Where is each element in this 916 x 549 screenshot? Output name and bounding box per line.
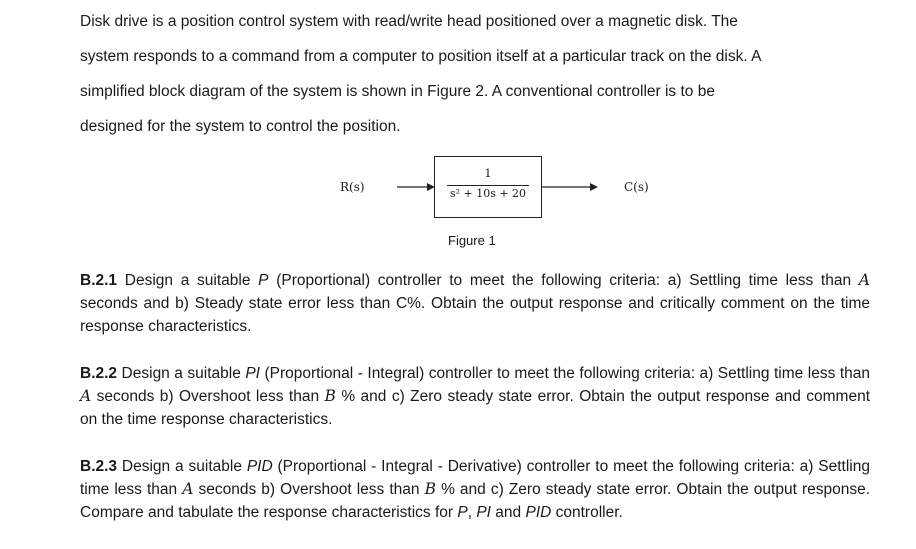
- output-label: C(s): [624, 180, 649, 194]
- input-label: R(s): [340, 180, 365, 194]
- variable-b: B: [324, 387, 336, 405]
- tf-numerator: 1: [484, 167, 492, 180]
- variable-a: A: [80, 387, 92, 405]
- variable-a: A: [858, 271, 870, 289]
- controller-type: PID: [246, 458, 273, 475]
- task-b-2-3: B.2.3 Design a suitable PID (Proportional - Integral - Derivative) controller to meet the following criteria: a) Settling time less than A seconds b) Overshoot less than B % and c) Zero steady state error. Obtain the output response. Compare and tabulate the response characteristics for P, PI and PID controller.: [80, 458, 871, 521]
- output-arrow-head: [590, 183, 598, 191]
- task-id: B.2.2: [80, 365, 118, 382]
- signal-arrows: [0, 0, 916, 260]
- intro-line-3: simplified block diagram of the system is shown in Figure 2. A conventional controller is to be: [80, 83, 715, 100]
- fraction-bar: [447, 185, 529, 186]
- controller-type: PI: [245, 365, 260, 382]
- transfer-function-block: [434, 156, 542, 218]
- task-b-2-1: B.2.1 Design a suitable P (Proportional) controller to meet the following criteria: a) Settling time less than A seconds and b) Steady state error less than C%. Obtain the output response and critically comment on the time response characteristics.: [80, 271, 870, 335]
- intro-line-1: Disk drive is a position control system with read/write head positioned over a magnetic disk. The: [80, 13, 738, 30]
- task-id: B.2.3: [80, 458, 118, 475]
- task-id: B.2.1: [80, 272, 118, 289]
- block-diagram: [0, 0, 916, 260]
- intro-line-4: designed for the system to control the position.: [80, 118, 401, 135]
- intro-line-2: system responds to a command from a computer to position itself at a particular track on the disk. A: [80, 48, 762, 65]
- variable-a: A: [182, 480, 194, 498]
- task-b-2-2: B.2.2 Design a suitable PI (Proportional - Integral) controller to meet the following criteria: a) Settling time less than A seconds b) Overshoot less than B % and c) Zero steady state error. Obtain the output response and comment on the time response characteristics.: [80, 365, 870, 428]
- variable-b: B: [424, 480, 436, 498]
- controller-type: P: [258, 272, 269, 289]
- figure-caption: Figure 1: [448, 233, 496, 248]
- tf-denominator: s² + 10s + 20: [449, 187, 527, 200]
